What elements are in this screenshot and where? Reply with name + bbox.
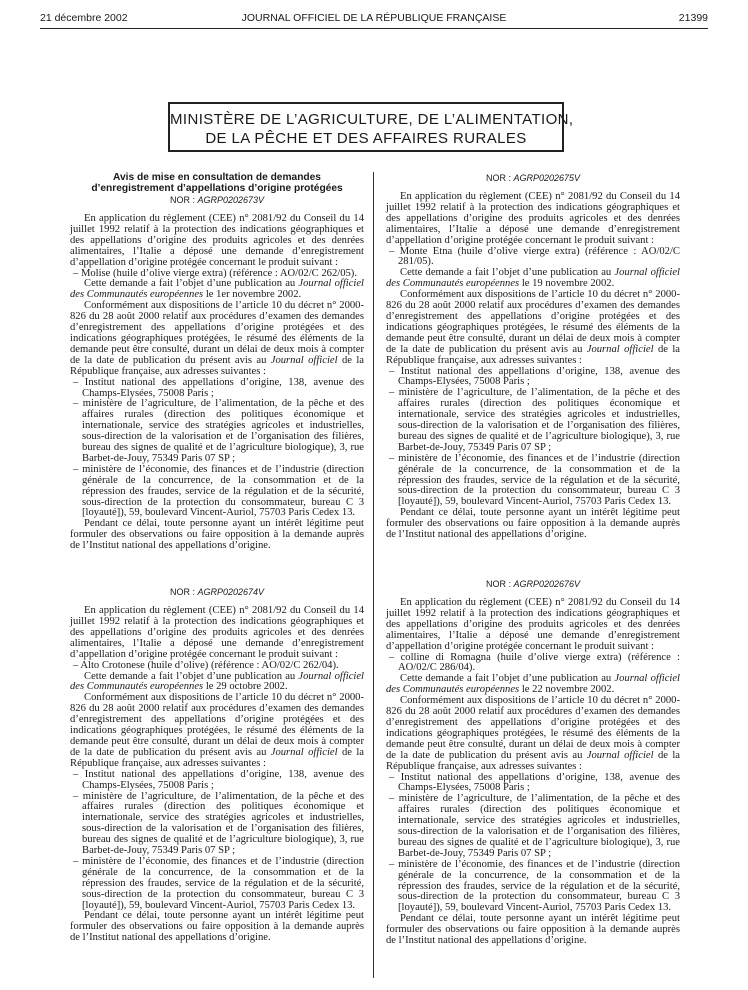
notice-opposition: Pendant ce délai, toute personne ayant un intérêt légitime peut formuler des observations ou faire opposition à la demande auprès de l’Institut national des appellations d’origine. — [70, 910, 364, 944]
publication-date: le 19 novembre 2002. — [519, 278, 615, 290]
consultation-journal: Journal officiel — [270, 746, 338, 758]
notice-product: – colline di Romagna (huile d’olive vierge extra) (référence : AO/02/C 286/04). — [389, 651, 680, 674]
nor-code: AGRP0202674V — [197, 587, 265, 598]
consultation-text-end: de la République française, aux adresses suivantes : — [70, 354, 364, 377]
address-agriculture-ministry: – ministère de l’agriculture, de l’alimentation, de la pêche et des affaires rurales (direction des politiques économique et internationale, service des stratégies agricoles et industrielles, sous-direction de la valorisation et de l’organisation des filières, bureau des signes de qualité et de l’agriculture biologique), 3, rue Barbet-de-Jouy, 75349 Paris 07 SP ; — [73, 398, 364, 464]
address-inao: – Institut national des appellations d’origine, 138, avenue des Champs-Elysées, 75008 Paris ; — [73, 768, 364, 791]
notice — [386, 579, 680, 947]
consultation-journal: Journal officiel — [586, 749, 654, 761]
notice — [70, 587, 364, 944]
address-agriculture-ministry: – ministère de l’agriculture, de l’alimentation, de la pêche et des affaires rurales (direction des politiques économique et internationale, service des stratégies agricoles et industrielles, sous-direction de la valorisation et de l’organisation des filières, bureau des signes de qualité et de l’agriculture biologique), 3, rue Barbet-de-Jouy, 75349 Paris 07 SP ; — [389, 387, 680, 453]
nor-reference — [386, 579, 680, 590]
notice-opposition: Pendant ce délai, toute personne ayant un intérêt légitime peut formuler des observations ou faire opposition à la demande auprès de l’Institut national des appellations d’origine. — [386, 507, 680, 541]
consultation-text-end: de la République française, aux adresses suivantes : — [386, 749, 680, 772]
nor-label: NOR : — [485, 579, 511, 589]
notice-product: – Alto Crotonese (huile d’olive) (référence : AO/02/C 262/04). — [73, 659, 339, 671]
header-journal-title: JOURNAL OFFICIEL DE LA RÉPUBLIQUE FRANÇAISE — [241, 12, 507, 24]
notice-intro: En application du règlement (CEE) n° 2081/92 du Conseil du 14 juillet 1992 relatif à la protection des indications géographiques et des appellations d’origine des produits agricoles et des denrées alimentaires, l’Italie a déposé une demande d’enregistrement d’appellation d’origine protégée concernant le produit suivant : — [386, 597, 680, 652]
publication-date: le 1er novembre 2002. — [203, 289, 302, 301]
consultation-text: Conformément aux dispositions de l’article 10 du décret n° 2000-826 du 28 août 2000 relatif aux procédures d’examen des demandes d’enregistrement des appellations d’origine protégées et des indications géographiques protégées, le résumé des éléments de la demande peut être consulté, durant un délai de deux mois à compter de la date de publication du présent avis au — [386, 289, 680, 355]
nor-label: NOR : — [169, 587, 195, 598]
section-title-line-2: d’enregistrement d’appellations d’origine protégées — [91, 183, 343, 194]
address-agriculture-ministry: – ministère de l’agriculture, de l’alimentation, de la pêche et des affaires rurales (direction des politiques économique et internationale, service des stratégies agricoles et industrielles, sous-direction de la valorisation et de l’organisation des filières, bureau des signes de qualité et de l’agriculture biologique), 3, rue Barbet-de-Jouy, 75349 Paris 07 SP ; — [73, 790, 364, 857]
notice-product: – Monte Etna (huile d’olive vierge extra) (référence : AO/02/C 281/05). — [389, 245, 680, 268]
notice-intro: En application du règlement (CEE) n° 2081/92 du Conseil du 14 juillet 1992 relatif à la protection des indications géographiques et des appellations d’origine des produits agricoles et des denrées alimentaires, l’Italie a déposé une demande d’enregistrement d’appellation d’origine protégée concernant le produit suivant : — [70, 605, 364, 660]
publication-journal: Journal officiel des Communautés européennes — [70, 670, 364, 693]
address-inao: – Institut national des appellations d’origine, 138, avenue des Champs-Elysées, 75008 Paris ; — [389, 771, 680, 794]
publication-text: Cette demande a fait l’objet d’une publication au — [84, 670, 299, 682]
nor-reference — [70, 195, 364, 206]
notice-spacer — [70, 552, 364, 586]
nor-label: NOR : — [169, 195, 195, 205]
section-title — [70, 172, 364, 194]
address-economy-ministry: – ministère de l’économie, des finances et de l’industrie (direction générale de la concurrence, de la consommation et de la répression des fraudes, service de la régulation et de la sécurité, sous-direction de la protection du consommateur, bureau C 3 [loyauté]), 59, boulevard Vincent-Auriol, 75703 Paris Cedex 13. — [73, 855, 364, 911]
header-rule — [40, 28, 708, 29]
notice — [70, 195, 364, 552]
ministry-line-2: DE LA PÊCHE ET DES AFFAIRES RURALES — [205, 130, 527, 147]
notice-publication — [386, 674, 680, 696]
publication-text: Cette demande a fait l’objet d’une publication au — [400, 267, 615, 279]
notice-opposition: Pendant ce délai, toute personne ayant un intérêt légitime peut formuler des observations ou faire opposition à la demande auprès de l’Institut national des appellations d’origine. — [386, 913, 680, 947]
nor-code: AGRP0202673V — [197, 195, 265, 205]
ministry-box — [168, 102, 574, 152]
notice-publication — [70, 279, 364, 301]
ministry-line-1: MINISTÈRE DE L’AGRICULTURE, DE L’ALIMENTATION, — [170, 111, 574, 128]
left-column — [70, 172, 364, 944]
consultation-text: Conformément aux dispositions de l’article 10 du décret n° 2000-826 du 28 août 2000 relatif aux procédures d’examen des demandes d’enregistrement des appellations d’origine protégées et des indications géographiques protégées, le résumé des éléments de la demande peut être consulté, durant un délai de deux mois à compter de la date de publication du présent avis au — [386, 695, 680, 761]
address-economy-ministry: – ministère de l’économie, des finances et de l’industrie (direction générale de la concurrence, de la consommation et de la répression des fraudes, service de la régulation et de la sécurité, sous-direction de la protection du consommateur, bureau C 3 [loyauté]), 59, boulevard Vincent-Auriol, 75703 Paris Cedex 13. — [73, 463, 364, 519]
address-economy-ministry: – ministère de l’économie, des finances et de l’industrie (direction générale de la concurrence, de la consommation et de la répression des fraudes, service de la régulation et de la sécurité, sous-direction de la protection du consommateur, bureau C 3 [loyauté]), 59, boulevard Vincent-Auriol, 75703 Paris Cedex 13. — [389, 858, 680, 914]
consultation-text-end: de la République française, aux adresses suivantes : — [386, 343, 680, 366]
section-title-line-1: Avis de mise en consultation de demandes — [113, 172, 321, 183]
notice-publication — [70, 672, 364, 694]
nor-reference — [70, 587, 364, 598]
notice-consultation — [386, 290, 680, 366]
notice-product: – Molise (huile d’olive vierge extra) (référence : AO/02/C 262/05). — [73, 267, 357, 279]
consultation-journal: Journal officiel — [586, 343, 654, 355]
consultation-journal: Journal officiel — [270, 354, 338, 366]
address-inao: – Institut national des appellations d’origine, 138, avenue des Champs-Elysées, 75008 Paris ; — [389, 365, 680, 388]
consultation-text: Conformément aux dispositions de l’article 10 du décret n° 2000-826 du 28 août 2000 relatif aux procédures d’examen des demandes d’enregistrement des appellations d’origine protégées et des indications géographiques protégées, le résumé des éléments de la demande peut être consulté, durant un délai de deux mois à compter de la date de publication du présent avis au — [70, 692, 364, 758]
publication-journal: Journal officiel des Communautés européennes — [386, 267, 680, 290]
notice-consultation — [70, 301, 364, 377]
column-divider — [373, 172, 374, 978]
notice-publication — [386, 268, 680, 290]
page-header — [40, 12, 708, 28]
notice-intro: En application du règlement (CEE) n° 2081/92 du Conseil du 14 juillet 1992 relatif à la protection des indications géographiques et des appellations d’origine des produits agricoles et des denrées alimentaires, l’Italie a déposé une demande d’enregistrement d’appellation d’origine protégée concernant le produit suivant : — [386, 191, 680, 246]
publication-date: le 29 octobre 2002. — [203, 681, 288, 693]
notice-consultation — [70, 693, 364, 769]
address-agriculture-ministry: – ministère de l’agriculture, de l’alimentation, de la pêche et des affaires rurales (direction des politiques économique et internationale, service des stratégies agricoles et industrielles, sous-direction de la valorisation et de l’organisation des filières, bureau des signes de qualité et de l’agriculture biologique), 3, rue Barbet-de-Jouy, 75349 Paris 07 SP ; — [389, 793, 680, 859]
header-page-number: 21399 — [678, 12, 708, 24]
consultation-text-end: de la République française, aux adresses suivantes : — [70, 746, 364, 769]
publication-journal: Journal officiel des Communautés européennes — [70, 278, 364, 301]
notice-consultation — [386, 696, 680, 772]
address-inao: – Institut national des appellations d’origine, 138, avenue des Champs-Elysées, 75008 Paris ; — [73, 376, 364, 399]
nor-label: NOR : — [485, 173, 511, 183]
notice-opposition: Pendant ce délai, toute personne ayant un intérêt légitime peut formuler des observations ou faire opposition à la demande auprès de l’Institut national des appellations d’origine. — [70, 518, 364, 552]
nor-code: AGRP0202676V — [513, 579, 581, 589]
right-column — [386, 172, 680, 947]
notice-intro: En application du règlement (CEE) n° 2081/92 du Conseil du 14 juillet 1992 relatif à la protection des indications géographiques et des appellations d’origine des produits agricoles et des denrées alimentaires, l’Italie a déposé une demande d’enregistrement d’appellation d’origine protégée concernant le produit suivant : — [70, 213, 364, 268]
nor-reference — [386, 173, 680, 184]
header-date: 21 décembre 2002 — [40, 12, 128, 24]
notice-spacer — [386, 541, 680, 578]
publication-text: Cette demande a fait l’objet d’une publication au — [400, 673, 615, 685]
consultation-text: Conformément aux dispositions de l’article 10 du décret n° 2000-826 du 28 août 2000 relatif aux procédures d’examen des demandes d’enregistrement des appellations d’origine protégées et des indications géographiques protégées, le résumé des éléments de la demande peut être consulté, durant un délai de deux mois à compter de la date de publication du présent avis au — [70, 300, 364, 366]
publication-date: le 22 novembre 2002. — [519, 684, 615, 696]
notice — [386, 173, 680, 541]
publication-text: Cette demande a fait l’objet d’une publication au — [84, 278, 299, 290]
nor-code: AGRP0202675V — [513, 173, 581, 183]
address-economy-ministry: – ministère de l’économie, des finances et de l’industrie (direction générale de la concurrence, de la consommation et de la répression des fraudes, service de la régulation et de la sécurité, sous-direction de la protection du consommateur, bureau C 3 [loyauté]), 59, boulevard Vincent-Auriol, 75703 Paris Cedex 13. — [389, 452, 680, 508]
publication-journal: Journal officiel des Communautés européennes — [386, 673, 680, 696]
